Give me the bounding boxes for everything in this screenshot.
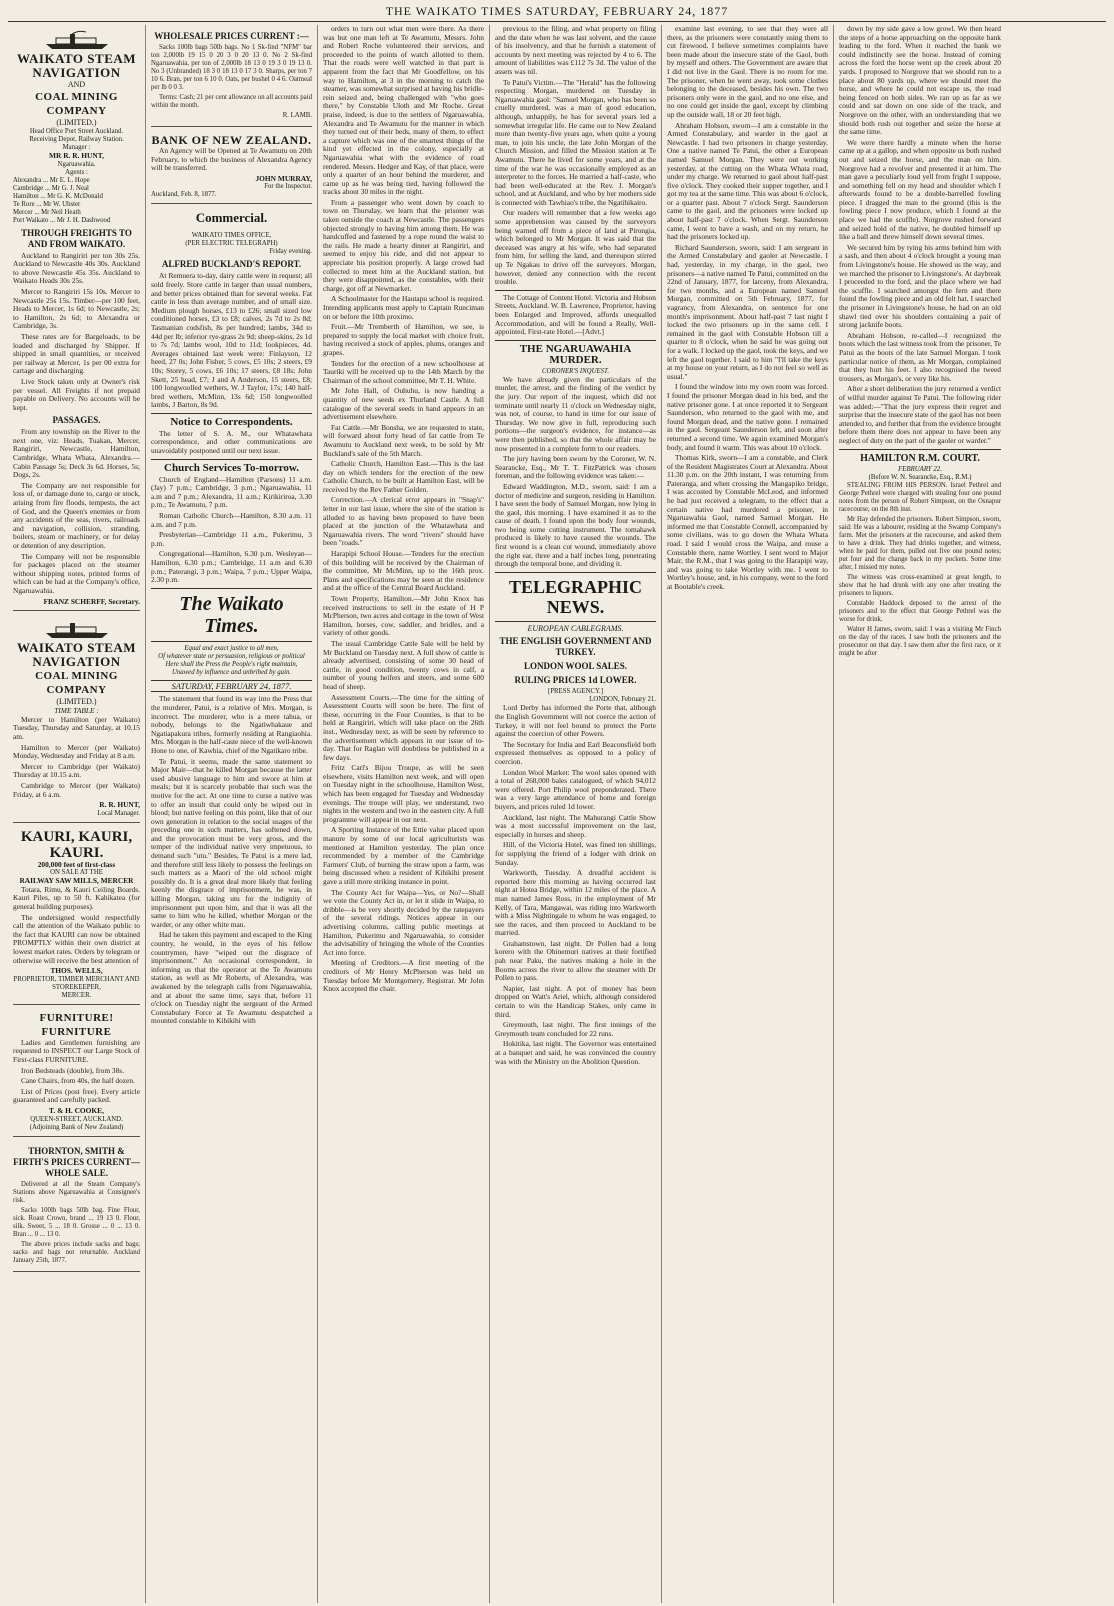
company-secretary: FRANZ SCHERFF, Secretary.	[43, 596, 140, 606]
commercial-body: At Remuera to-day, dairy cattle were in request; all sold freely. Store cattle in larger than usual numbers, and better prices obtained than for several weeks. Fat cattle in less than average number, and of small size. Medium plough horses, £13 to £26; small sized low conditioned horses, £3 to £8; calves, 2s 7d to 2s 8d; Tasmanian codsfish, 8s per hundred; lambs, 34d to 44d per lb; inferior rye-grass 2s 9d; sheep-skins, 2s 1d to 7s 7d; lambs wool, 10d to 11d; lookpieces, 4d. Averages obtained last week were: Finlayson, 12 heed, 27 0s; John Fisher, 5 cows, £5 10s; 2 steers, £9 10s; Storey, 5 cows, £6 10s; 17 steers, £8 18s; John Skett, 25 head, £7; J and A Anderson, 15 steers, £8; 100 longwoolled wethers, W. J Taylor, 17s; 140 half-bred wethers, McMinn, 13s 6d; 150 longwoolled lambs, J Barton, 8s 9d.	[151, 271, 312, 410]
ad1-place: Ngaruawahia.	[57, 160, 96, 168]
agent-row: Cambridge ... Mr G. J. Neal	[13, 184, 89, 192]
ad1-manager-label: Manager :	[62, 144, 91, 151]
timetable-body: Mercer to Hamilton (per Waikato) Tuesday, Thursday and Saturday, at 10.15 am. Hamilton to Mercer (per Waikato) Monday, Wednesday and Friday at 8 a.m. Mercer to Cambridge (per Waikato) Thursday at 10.15 a.m. Cambridge to Mercer (per Waikato) Friday, at 6 a.m.	[13, 714, 140, 799]
telegraphic-body: Lord Derby has informed the Porte that, although the English Government will not coerce the action of Turkey, it will not feel bound to protect the Porte against the coercion of other Powers. The Secretary for India and Earl Beaconsfield both expressed themselves as opposed to a policy of coercion. London Wool Market: The wool sales opened with a total of 268,000 bales catalogued, of which 94,012 were offered. Port Philip wool preponderated. There was a very large attendance of home and foreign buyers, and prices ruled 1d lower. Auckland, last night. The Mahurangi Cattle Show was a most successful improvement on the last, especially in horses and sheep. Hill, of the Victoria Hotel, was fined ten shillings, for supplying the friend of a lodger with drink on Sunday. Warkworth, Tuesday. A dreadful accident is reported here this morning as having occurred last night at Hotea Bridge, within 12 miles of the place. A man named James Ross, in the employment of Mr Kelly, of Tara, Mangawai, was riding into Warkworth with a Miss Nightingale to whom he was engaged, to see the races, and then proceed to Auckland to be married. Grahamstown, last night. Dr Pollen had a long korero with the Ohinemuri natives at their fortified pah near Paku, the natives making a hole in the Booms across the river to allow the steamer with Dr Pollen to pass. Napier, last night. A pot of money has been dropped on Watt's Ariel, which, although considered certain to win the Handicap Stakes, only came in third. Greymouth, last night. The first innings of the Greymouth team concluded for 22 runs. Hokitika, last night. The Governor was entertained at a banquet and said, he was convinced the country was with the Ministry on the Abolition Question.	[495, 703, 656, 1066]
telegraphic-title: TELEGRAPHIC NEWS.	[508, 576, 643, 617]
church-body: Church of England—Hamilton (Parsons) 11 a.m. (Jay) 7 p.m.; Cambridge, 3 p.m.; Ngaruawahia, 11 a.m and 7 p.m.; Alexandra, 11 a.m.; Kirikiriroa, 3.30 p.m.; Te Awamutu, 7 p.m. Roman Catholic Church—Hamilton, 8.30 a.m. 11 a.m. and 7 p.m. Presbyterian—Cambridge 11 a.m., Pukerimu, 3 p.m. Congregational—Hamilton, 6.30 p.m. Wesleyan—Hamilton, 6.30 p.m.; Cambridge, 11 a.m and 6.30 p.m.; Paterangi, 3 p.m.; Waipa, 7 p.m.; Upper Waipa, 2.30 p.m.	[151, 474, 312, 585]
ad1-manager: MR R. R. HUNT,	[49, 151, 104, 160]
cooke-near: (Adjoining Bank of New Zealand)	[29, 1123, 124, 1131]
passages-title: PASSAGES.	[52, 415, 101, 426]
freights-body: Auckland to Rangiriri per ton 30s 25s. Auckland to Newcastle 40s 30s. Auckland to above Newcastle 45s 35s. Auckland to Waikato Heads 30s 25s. Mercer to Rangiriri 15s 10s. Mercer to Newcastle 25s 15s. Timber—per 100 feet, Heads to Mercer, 1s 6d; to Newcastle, 2s; to Hamilton, 2s 6d; to Alexandra or Cambridge, 3s. These rates are for Bargeloads, to be loaded and discharged by Shipper. If shipped in small quantities, or received per railway at Mercer, 1s per 00 extra for cartage and discharging. Live Stock taken only at Owner's risk per vessel. All Freights if not prepaid payable on Delivery. No accounts will be kept.	[13, 250, 140, 412]
commercial-day: Friday evening.	[269, 248, 312, 256]
bank-date: Auckland, Feb. 8, 1877.	[151, 191, 217, 199]
column-3	[318, 25, 490, 1603]
commercial-tel: (PER ELECTRIC TELEGRAPH)	[185, 240, 278, 248]
issue-date: SATURDAY, FEBRUARY 24, 1877.	[151, 680, 312, 693]
passages-body: From any township on the River to the next one, viz: Heads, Tuakau, Mercer, Rangiriri, Newcastle, Hamilton, Cambridge, Whata Whata, Alexandra.—Cabin Passage 5s; Deck 3s 6d. Horses, 5s; Dogs, 2s. The Company are not responsible for loss of, or damage done to, cargo or stock, arising from fire floods, tempests, the act of God, and the Queen's enemies or from any accidents of the seas, rivers, railroads and navigation, collision, stranding, boilers, steam or machinery, or for delay or detention of any description. The Company will not be responsible for packages placed on the steamer without shipping notes, printed forms of which can be had at the Company's office, Ngaruawahia.	[13, 427, 140, 595]
ad1-office: Head Office Port Street Auckland.	[29, 128, 124, 135]
columns	[8, 25, 1106, 1603]
freights-title: THROUGH FREIGHTS TO AND FROM WAIKATO.	[21, 227, 132, 249]
masthead: THE WAIKATO TIMES SATURDAY, FEBRUARY 24, 1877	[8, 4, 1106, 22]
ad1-sub: COAL MINING COMPANY	[35, 91, 118, 117]
notice-title: Notice to Correspondents.	[170, 415, 293, 428]
capture-body: down by my side gave a low growl. We then heard the steps of a horse approaching on the opposite bank leading to the ford. When it reached the bank we could indistinctly see the horse. Instead of coming across the ford the horse went up the creek about 20 yards. I proposed to Norgrove that we should run to a place about 80 yards up, where we should meet the horse, and where he could not escape us, the road being fenced on both sides. We ran up as far as we could and sat down on one side of the track, and Norgrove on the other, with an understanding that we should both rush out together and seize the horse at the same time. We were there hardly a minute when the horse came up at a gallop, and when opposite us both rushed out and seized the horse, and the man on him. Norgrove had a revolver and presented it at him. The man gave a peculiarly loud yell from fright I suppose, and something fell on my head and shoulder which I afterwards found to be a double-barrelled fowling piece. I dragged the man to the ground (this is the fowling piece I now produce, which I found at the place we had the scuffle). Norgrove rushed forward and seized hold of the native, he doubled himself up like a ball and threw himself down several times. We secured him by tying his arms behind him with a sash, and then about 4 o'clock brought a young man from Livingstone's house. He showed us the way, and we marched the prisoner to Livingstone's. At daybreak I proceeded to the ford, and the place where we had the scuffle. I searched amongst the fern and there found the fowling piece and an old felt hat. I searched the prisoner in Livingstone's house, he had on an old shawl tied over his shoulders containing a pair of strong jacknife boots. Abraham Hobson, re-called—I recognized the boots which the last witness took from the prisoner, Te Patui as the boots of the late Samuel Morgan. I took particular notice of them, as Mr Morgan, complained that they hurt his feet. I also recognised the tweed trousers, as Morgan's, or very like his. After a short deliberation the jury returned a verdict of wilful murder against Te Patui. The following rider was added:—"That the jury express their regret and surprise that the insecure state of the gaol has not been attended to, and further that from the evidence brought before them there does not appear to have been any neglect of duty on the part of the gaoler or warder."	[839, 25, 1001, 445]
ad1-title: WAIKATO STEAM NAVIGATION	[16, 51, 137, 80]
furniture-body: Ladies and Gentlemen furnishing are requested to INSPECT our Large Stock of First-class FURNITURE. Iron Bedsteads (double), from 38s. Cane Chairs, from 40s, the half dozen. List of Prices (post free). Every article guaranteed and carefully packed.	[13, 1037, 140, 1105]
kauri-sale: ON SALE AT THE	[50, 869, 103, 877]
bank-ad	[151, 130, 312, 204]
wells-name: THOS. WELLS,	[50, 966, 103, 976]
column-1	[8, 25, 146, 1603]
kauri-feet: 200,000 feet of first-class	[37, 859, 116, 869]
motto-4: Unawed by influence and unbribed by gain.	[171, 668, 292, 676]
bank-sig: JOHN MURRAY,	[255, 173, 312, 183]
bank-title: BANK OF NEW ZEALAND.	[151, 133, 312, 147]
steamship-icon	[42, 30, 112, 50]
kauri-mills: RAILWAY SAW MILLS, MERCER	[19, 876, 134, 886]
ad1-depot: Receiving Depot, Railway Station.	[29, 136, 124, 143]
furniture-ad	[13, 1008, 140, 1137]
eng-gov-turkey: THE ENGLISH GOVERNMENT AND TURKEY.	[499, 636, 652, 658]
ad2-sig: R. R. HUNT,	[99, 800, 140, 810]
church-title: Church Services To-morrow.	[164, 461, 299, 474]
ad2-title: WAIKATO STEAM NAVIGATION	[16, 640, 137, 670]
paper-title: The Waikato Times.	[179, 592, 284, 637]
court-title: HAMILTON R.M. COURT.	[860, 452, 980, 464]
column-6	[834, 25, 1006, 1603]
inquest-title: THE NGARUAWAHIA MURDER.	[519, 342, 632, 366]
motto-3: Here shall the Press the People's right maintain,	[165, 660, 298, 668]
buckland-report: ALFRED BUCKLAND'S REPORT.	[161, 259, 302, 270]
notice-body: The letter of S. A. M., our Whatawhata correspondence, and other communications are unavoidably postponed until our next issue.	[151, 428, 312, 456]
ad2-sig2: Local Manager.	[97, 809, 140, 817]
ad2-sub: COAL MINING COMPANY	[35, 670, 118, 697]
column-4	[490, 25, 662, 1603]
agent-row: Port Waikato ... Mr J. H. Dashwood	[13, 216, 111, 224]
steamship-icon	[42, 619, 112, 639]
commercial-title: Commercial.	[195, 210, 268, 226]
inquest-continued: examine last evening, to see that they were all there, as the prisoners were constantly using them to cut firewood. I believe sometimes complaints have been made about the insecure state of the Gaol, both by myself and others. The Government are aware that I did not live in the Gaol. There is no room for me. The prisoner, when he went away, took some clothes belonging to the deceased, besides his own. The two prisoners only were in the gaol, and no one else, and no one could get inside the gaol, except by climbing up the outside wall, 18 or 20 feet high. Abraham Hobson, sworn—I am a constable in the Armed Constabulary, and warder in the gaol at Newcastle. I had two prisoners in charge yesterday. One a native named Te Patui, the other a European named Samuel Morgan. They were out working yesterday, at the cutting on the Whata Whata road, under my charge. We returned to gaol about half-past five o'clock. They cooked their supper together, and I got my tea at the same time. This was about 6 o'clock, or a quarter past. About 7 o'clock Sergt. Saunderson came to the gaol, and the prisoners were locked up about half-past 7 o'clock. When Sergt. Saunderson came, I went to have a wash, and on my return, he had the prisoners locked up. Richard Saunderson, sworn, said: I am sergeant in the Armed Constabulary and gaoler at Newcastle. I had, yesterday, in my charge, in the gaol, two prisoners—a native named Te Patui, committed on the 22nd of January, 1877, for larceny, from Alexandra, for two months, and a European named Samuel Morgan, committed on 5th February, 1877, for vagrancy, from Alexandra, on sentence for one month's imprisonment. About half-past 7 last night I locked the two prisoners up in the same cell. I remained in the gaol with Constable Hobson till a quarter to 8 o'clock, when he said he was going out for a walk. I locked up the gaol, took the keys, and we left the gaol together. I said to him "I'll take the keys at my house on your return, as I do not feel so well as usual." I found the window into my own room was forced. I found the prisoner Morgan dead in his bed, and the native prisoner gone. I at once reported it to Sergeant Saunderson, who returned to the gaol with me, and found Morgan dead, and the native gone. I remained in the gaol. Sergeant Saunderson left, and soon after returned a second time. We again examined Morgan's body, and found it warm. This was about 10 o'clock. Thomas Kirk, sworn—I am a constable, and Clerk of the Resident Magistrates Court at Alexandra. About 11.30 p.m. on the 20th instant, I was returning from Pateranga, and when crossing the Mangapiko bridge, I was accosted by Constable McLeod, and informed he had just received a telegram, to the effect that a certain native had murdered a prisoner, in Ngaruawahia Gaol, named Samuel Morgan. He informed me that Constable Connell, accompanied by some civilians, was to go down the Whata Whata road. I said I would cross the Waipa, and rouse a Constable there, name Wortley. I sent word to Major Mair, the R.M., that I was going to the Harapipi way, and was going to take Wortley with me. I went to Wortley's house, and, in his company, went to the ford at Bootable's creek.	[667, 25, 828, 591]
kauri-title: KAURI, KAURI, KAURI.	[20, 828, 133, 861]
euro-cablegrams: EUROPEAN CABLEGRAMS.	[527, 623, 624, 633]
bank-sig2: For the Inspector.	[264, 183, 312, 191]
timetable-label: TIME TABLE :	[54, 706, 99, 716]
ruling-prices: RULING PRICES 1d LOWER.	[514, 675, 637, 686]
kauri-ad	[13, 826, 140, 1005]
cooke-addr: QUEEN-STREET, AUCKLAND.	[30, 1115, 123, 1123]
kauri-body: Totara, Rimu, & Kauri Ceiling Boards. Kauri Piles, up to 50 ft. Kahikatea (for general building purposes). The undersigned would respectfully call the attention of the Waikato public to the fact that KAURI can now be obtained PROMPTLY within their own district at lowest market rates. Orders by telegram or otherwise will receive the best attention of	[13, 884, 140, 965]
agent-row: Alexandra ... Mr E. L. Hope	[13, 176, 90, 184]
inquest-sub: CORONER'S INQUEST.	[541, 367, 610, 375]
london-date: LONDON, February 21.	[589, 696, 656, 704]
agent-row: Te Rore ... Mr W. Ubster	[13, 200, 81, 208]
cooke-name: T. & H. COOKE,	[49, 1105, 104, 1115]
editorial-body: The statement that found its way into the Press that the murderer, Patui, is a relative of Mrs. Morgan, is incorrect. The murderer, who is a mere tahua, or nobody, belongs to the Ngatiwhakaue and Ngatiapakura tribes, formerly residing at Rangiaohia. Mrs. Morgan is the half-caste niece of the well-known Hone to one, of Kawhia, chief of the Ngatikaro tribe. Te Patui, it seems, made the same statement to Major Mair—that he killed Morgan because the latter used abusive language to him and swore at him at meals; but it is scarcely probable that such was the motive for the act. At one time to curse a native was to offer an insult that could only be wiped out in blood; but native feeling on this point, like that of our own generation in relation to the social usages of the preceding one in such matters, has softened down, and the provocation must be very gross, and the temper of the individual native very impetuous, to demand such "utu." Besides, Te Patui is a mere lad, and therefore still less likely to possess the feelings on such matters as a Maori of the old school might possibly do. It is a great deal more likely that feeling keenly the disgrace of imprisonment, he was, in killing Morgan, taking utu for the indignity of imprisonment put upon him, and that it was all the same to him who he killed, whether Morgan or the warder, or any other white man. Had he taken this payment and escaped to the King country, he would, in the eyes of his fellow countrymen, have "wiped out the disgrace of imprisonment." An occasional correspondent, in informing us that the operator at the Te Awamutu station, as well as Mr Roberts, of Alexandra, was awakened by the telegraph calls from Ngaruawahia, and at about the same time, says that, before 11 o'clock on Tuesday night the sergeant of the Armed Constabulary Force at Te Awamutu despatched a mounted constable to Kihikihi with	[151, 694, 312, 1026]
press-agency: [PRESS AGENCY.]	[547, 688, 604, 696]
agents-label: Agents :	[65, 168, 88, 176]
wholesale-prices	[151, 25, 312, 127]
thornton-ad	[13, 1140, 140, 1272]
commercial-office: WAIKATO TIMES OFFICE,	[191, 232, 272, 240]
ad1-ltd: (LIMITED.)	[56, 118, 97, 127]
court-body: STEALING FROM HIS PERSON. Israel Pethrel and George Pethrel were charged with stealing four one pound notes from the person of Robert Simpson, on the Osnapur racecourse, on the 8th inst. Mr Hay defended the prisoners. Robert Simpson, sworn, said: He was a labourer, residing at the Swamp Company's farm. Met the prisoners at the racecourse, and asked them to have a drink. They had drinks together, and witness, when he paid for them, pulled out five one pound notes; put four and the change back in my pockets. Some time after, I missed my notes. The witness was cross-examined at great length, to show that he had drunk with any one after treating the prisoners to liquors. Constable Haddock deposed to the arrest of the prisoners and to the effect that George Pethrel was the worse for drink. Walter H James, sworn, said: I was a visiting Mr Finch on the day of the races. I saw both the prisoners and the prosecutor on that day. I saw them after the first race, or it might be after	[839, 481, 1001, 657]
inquest-body: We have already given the particulars of the murder, the arrest, and the finding of the verdict by the jury. Our report of the inquest, which did not terminate until nearly 11 o'clock on Wednesday night, was not, of course, to hand in time for our issue of Thursday. We now give in full, reproducing such portions—the surgeon's evidence, for instance—as were then published, so that the whole affair may be now presented in a complete form to our readers. The jury having been sworn by the Coroner, W. N. Searancke, Esq., Mr T. T. FitzPatrick was chosen foreman, and the following evidence was taken:— Edward Waddington, M.D., sworn, said: I am a doctor of medicine and surgeon, residing in Hamilton. I have seen the body of Samuel Morgan, now lying in the gaol, this morning. I have examined it as to the cause of death. I found upon the body four wounds, two being some cutting instrument. The tomahawk produced is likely to have caused the wounds. The first wound is a clean cut wound, immediately above the right ear, three and a half inches long, penetrating through the temporal bone, and dividing it.	[495, 374, 656, 569]
ad2-ltd: (LIMITED.)	[56, 697, 97, 707]
column-2	[146, 25, 318, 1603]
motto-2: Of whatever state or persuasion, religious or political	[158, 652, 305, 660]
furniture-title: FURNITURE! FURNITURE	[39, 1011, 114, 1038]
steam-nav-ad-2	[13, 614, 140, 823]
court-bench: (Before W. N. Searancke, Esq., R.M.)	[868, 473, 972, 481]
agent-row: Hamilton ... Mr G. K. McDonald	[13, 192, 103, 200]
wool-sales: LONDON WOOL SALES.	[523, 661, 628, 672]
thornton-body: Delivered at all the Steam Company's Stations above Ngaruawahia at Consignee's risk. Sacks 100lb bags 50lb bag. Fine Flour, sick. Roast Crown, brand ... 19 13 0. Flour, silk. Sweet, 5 ... 18 0. Grosse ... 0 ... 13 0. Bran ... 0 ... 13 0. The above prices include sacks and bags; sacks and bags not returnable. Auckland January 25th, 1877.	[13, 1180, 140, 1264]
court-date: FEBRUARY 22.	[898, 465, 942, 473]
wells-place: MERCER.	[61, 991, 92, 999]
bank-body: An Agency will be Opened at Te Awamutu on 20th February, to which the business of Alexandra Agency will be transferred.	[151, 146, 312, 173]
local-news-body: orders to turn out what men were there. As there was but one man left at Te Awamutu, Messrs. John and Robert Roche volunteered their services, and proceeded to the points of watch allotted to them. That the roads were well watched in that part is apparent from the fact that Mr Goodfellow, on his way to Hamilton, at 3 in the morning to catch the steamer, was somewhat surprised at having his bridle-rein seized and, being challenged with "who goes there," by Constable Uloth and Mr Roche. Great praise, indeed, is due to the settlers of Ngaruawahia, Alexandra and Te Awamutu for the manner in which they turned out of their beds, many of them, to effect a capture which was one of the smartest things of the kind yet effected in the colony, especially at Ngaruawahia what with the evidence of road rendered. Messrs. Hedger and Kay, of that place, were only a quarter of an hour behind the murderer, and came up as he was being tied, having followed the tracks about 30 miles in the night. From a passenger who went down by coach to town on Thursday, we learn that the prisoner was taken outside the coach at Newcastle. The passengers objected strongly to having him among them. He was handcuffed and fastened by a rope round the waist to the rails. He made a hearty dinner at Rangiriri, and seemed to enjoy his ride, and did not appear to appreciate his position properly. A large crowd had collected to meet him at the Auckland station, but they were disappointed, as the constables, with their charge, got off at Newmarket. A Schoolmaster for the Hautapu school is required. Intending applicants must apply to Captain Runciman on or before the 10th proximo. Fruit.—Mr Tremberth of Hamilton, we see, is prepared to supply the local market with choice fruit, having received a stock of apples, plums, oranges and grapes. Tenders for the erection of a new schoolhouse at Tauriki will be received up to the 14th March by the Chairman of the school committee, Mr T. H. White. Mr John Hall, of Ouhuhu, is now handing a quantity of new seeds ex Thurland Castle. A full catalogue of the several seeds in hand appears in an advertisement elsewhere. Fat Cattle.—Mr Bonsha, we are requested to state, will forward about forty head of fat cattle from Te Awamutu to Auckland next week, to be sold by Mr Buckland's sale of the 5th March. Catholic Church, Hamilton East.—This is the last day on which tenders for the erection of the new Catholic Church, to be built at Hamilton East, will be received by the Rev Father Golden. Correction.—A clerical error appears in "Snap's" letter in our last issue, where the site of the station is alluded to as having been proposed to have been placed at the junction of the Whatawhata and Ngaruawahia rivers. The word "rivers" should have been "roads." Harapipi School House.—Tenders for the erection of this building will be received by the Chairman of the committee, Mr McMinn, up to the 16th prox. Plans and specifications may be seen at the residence and at the office of the Central Board Auckland. Town Property, Hamilton.—Mr John Knox has received instructions to sell in the estate of H P McPherson, two acres and cottage in the town of West Hamilton, horses, cow, saddler, and bridles, and a variety of other goods. The usual Cambridge Cattle Sale will be held by Mr Buckland on Tuesday next. A full show of cattle is already advertised, consisting of some 30 head of cattle, in good condition, twenty cows in calf, a number of young heifers and steers, and some 600 head of sheep. Assessment Courts.—The time for the sitting of Assessment Courts will soon be here. The first of these, occurring in the Four Counties, is that to be held at Rangiriri, which will take place on the 26th inst., Wednesday next, as will be seen by reference to the advertisement which appears in our issue of to-day. That for Raglan will doubtless be published in a few days. Fritz Carl's Bijou Troupe, as will be seen elsewhere, visits Hamilton next week, and will open on Tuesday night in the schoolhouse, Hamilton West, which has been engaged for Tuesday and Wednesday evenings. The troupe will play, we understand, two nights in the western and two in the eastern city. A full programme will appear in our next. A Sporting Instance of the Ettie value placed upon manure by some of our local agriculturists was mentioned at Hamilton yesterday. The plan once recommended by a member of the Cambridge Farmers' Club, of burning the straw upon a farm, was being discussed when a resident of Kihikihi present gave a still more striking instance in point. The County Act for Waipa—Yes, or No?—Shall we vote the County Act in, or let it slide in Waipa, to dribble—is be very shortly decided by the ratepayers of the several ridings. Notices appear in our advertising columns, calling public meetings at Hamilton, Pukerimu and Ngaruawahia, to consider the advisability of bringing the whole of the Counties Act into force. Meeting of Creditors.—A first meeting of the creditors of Mr Henry McPherson was held on Tuesday before Mr Montgomery, Registrar. Mr John Knox accepted the chair.	[323, 25, 484, 994]
steam-nav-ad-1	[13, 25, 140, 611]
agent-row: Mercer ... Mr Neil Heath	[13, 208, 81, 216]
motto-1: Equal and exact justice to all men,	[184, 644, 279, 652]
column-5	[662, 25, 834, 1603]
wells-title: PROPRIETOR, TIMBER MERCHANT AND STOREKEEPER,	[13, 975, 140, 991]
thornton-title: THORNTON, SMITH & FIRTH'S PRICES CURRENT— WHOLE SALE.	[13, 1145, 140, 1178]
prices-body: Sacks 100lb bags 50lb bags. No 1 Sk-find "NFM" bar ton 2,000lb 19 15 0 20 3 0 20 13 0. No 2 Sk-find Ngaruawahia, per ton of 2,000lb 18 13 0 19 3 0 19 13 0. No 3 (Unbranded) 18 3 0 18 13 0 17 3 0. Sharps, per ton 7 10 6. Bran, per ton 6 10 0. Oats, per bushel 0 4 6. Oatmeal per lb 0 0 3. Terms: Cash; 21 per cent allowance on all accounts paid within the month. R. LAMB.	[151, 44, 312, 119]
col4-top-body: previous to the filing, and what property on filing and the date when he was last solvent, and the cause of his insolvency, and that he furnish a statement of accounts by next meeting was rejected by 4 to 6. The amount of liabilities was £112 7s 3d. The value of the assets was nil. Te Patui's Victim.—The "Herald" has the following respecting Morgan, murdered on Tuesday in Ngaruawahia gaol: "Samuel Morgan, who has been so cruelly murdered, was a man of good education, although, unhappily, he has for several years led a somewhat irregular life. He came out to New Zealand more than twenty-five years ago, when quite a young man, to join his uncle, the late John Morgan of the Church Mission, and filled the Mission station at Te Awamutu. There he lived for some years, and at the time of the war he was occasionally employed as an interpreter to the forces. He married a half-caste, who had been well-educated at the Rev. J. Morgan's school, and at Auckland, and who by her mothers side is connected with Tawhiao's tribe, the Ngatihikairo. Our readers will remember that a few weeks ago some apprehension was caused by the surveyors being warned off from a piece of land at Pirongia, which belonged to Mr Morgan. It was said that the deceased was angry at his wife, who had separated from him, for selling the land, and thereupon stirred up Te Ngakau to drive off the surveyors. Morgan, however, denied any connection with the recent trouble. The Cottage of Content Hotel. Victoria and Hobson Streets, Auckland. W. B. Lawrence, Proprietor, having been Enlarged and Improved, affords unequalled Accommodation, and will be found a Really, Well-appointed, First-rate Hotel.—[Advt.]	[495, 25, 656, 337]
ad1-and: AND	[67, 80, 86, 89]
prices-title: WHOLESALE PRICES CURRENT :—	[154, 31, 309, 41]
